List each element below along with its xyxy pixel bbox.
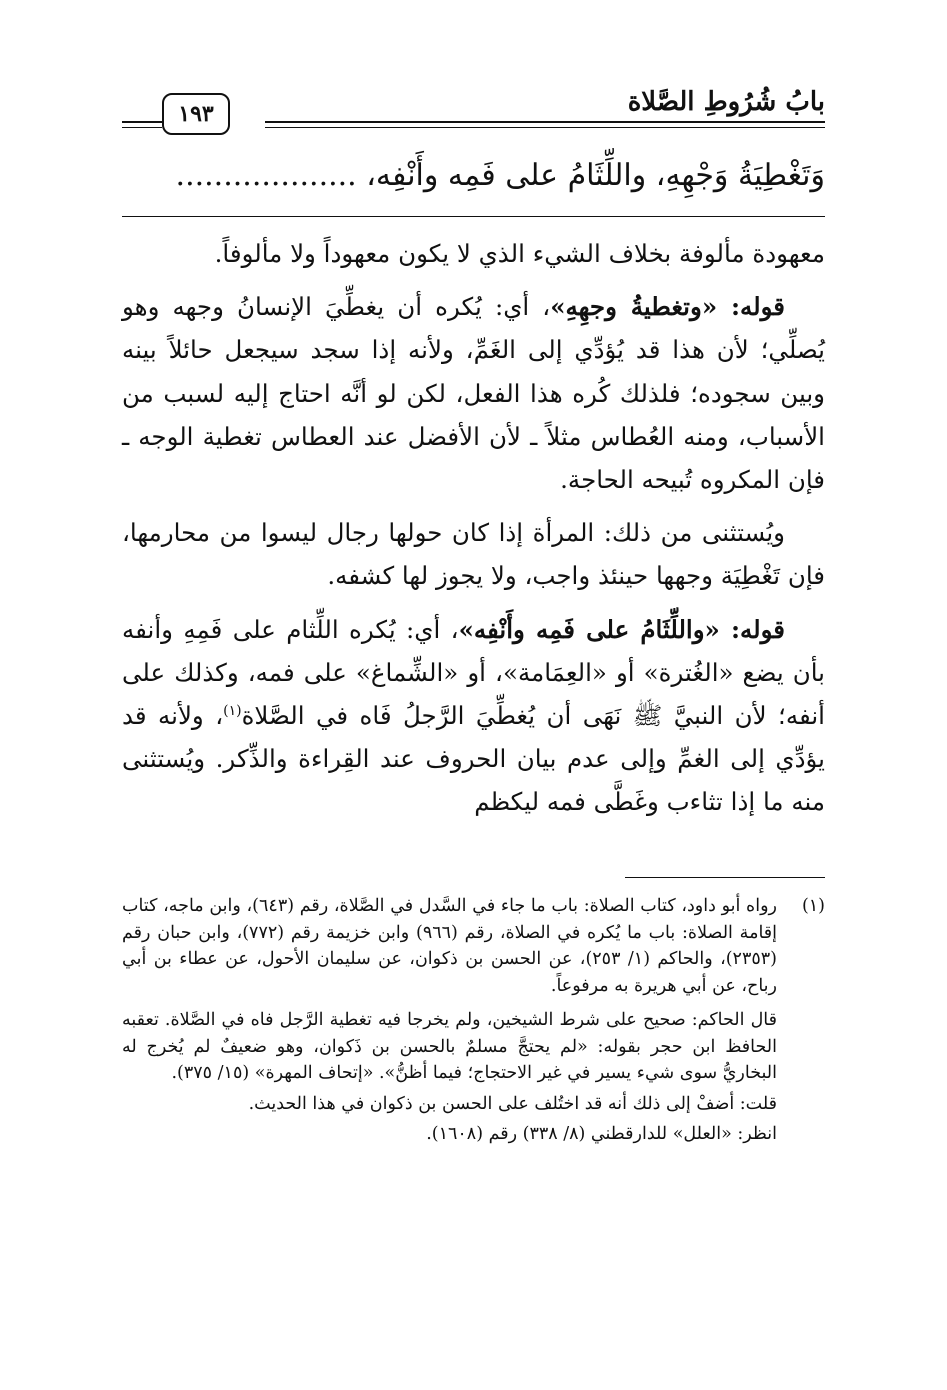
footnote-text: رواه أبو داود، كتاب الصلاة: باب ما جاء في السَّدل في الصَّلاة، رقم (٦٤٣)، وابن ماجه، كتاب إقامة الصلاة: باب ما يُكره في الصلاة، رقم (٩٦٦) وابن خزيمة رقم (٧٧٢)، وابن حبان رقم (٢٣٥٣)، والحاكم (١/ ٢٥٣)، عن الحسن بن ذكوان، عن سليمان الأحول، عن عطاء بن أبي رباح، عن أبي هريرة به مرفوعاً.	[122, 896, 777, 996]
paragraph-text: معهودة مألوفة بخلاف الشيء الذي لا يكون معهوداً ولا مألوفاً.	[214, 239, 825, 268]
page-number: ١٩٣	[162, 93, 230, 135]
footnote	[122, 893, 825, 1003]
header-rule	[122, 121, 162, 123]
paragraph	[122, 232, 825, 275]
footnote-number: (١)	[801, 896, 825, 916]
page-header	[122, 85, 825, 133]
commentary-body	[122, 232, 825, 834]
quoted-keyword: قوله: «واللِّثَامُ على فَمِه وأَنْفِه»	[458, 614, 785, 644]
matn-line: وَتَغْطِيَةُ وَجْهِهِ، واللِّثَامُ على فَمِه وأَنْفِه، ...................	[175, 158, 825, 193]
footnotes	[122, 893, 825, 1152]
matn-divider	[122, 216, 825, 217]
paragraph-text: ، أي: يُكره اللِّثام على فَمِهِ وأنفه بأن يضع «الغُترة» أو «العِمَامة»، أو «الشِّماغ» على فمه، وكذلك على أنفه؛ لأن النبيَّ ﷺ نَهَى أن يُغطِّيَ الرَّجلُ فَاه في الصَّلاة	[122, 614, 825, 731]
footnote-text: قال الحاكم: صحيح على شرط الشيخين، ولم يخرجا فيه تغطية الرَّجل فاه في الصَّلاة. تعقبه الحافظ ابن حجر بقوله: «لم يحتجَّ مسلمٌ بالحسن بن ذَكوان، وهو ضعيفٌ لم يُخرج له البخاريُّ سوى شيء يسير في غير الاحتجاج؛ فيما أظنُّ». «إتحاف المهرة» (١٥/ ٣٧٥).	[122, 1010, 777, 1083]
footnote-text: قلت: أضفْ إلى ذلك أنه قد اختُلف على الحسن بن ذكوان في هذا الحديث.	[248, 1093, 777, 1114]
paragraph	[122, 285, 825, 501]
quoted-keyword: قوله: «وتغطيةُ وجهِهِ»	[550, 292, 785, 322]
header-rule	[122, 127, 162, 128]
paragraph	[122, 511, 825, 597]
footnote-body	[122, 893, 777, 1003]
paragraph-text: ، ولأنه قد يؤدِّي إلى الغمِّ وإلى عدم بيان الحروف عند القِراءة والذِّكر. ويُستثنى منه ما إذا تثاءب وغَطَّى فمه ليكظم	[122, 701, 825, 817]
paragraph-text: ويُستثنى من ذلك: المرأة إذا كان حولها رجال ليسوا من محارمها، فإن تَغْطِيَة وجهها حينئذ واجب، ولا يجوز لها كشفه.	[122, 518, 825, 591]
footnote-marker: (١)	[223, 702, 242, 719]
paragraph	[122, 608, 825, 824]
running-title: بابُ شُرُوطِ الصَّلاة	[627, 87, 825, 117]
footnote-text: انظر: «العلل» للدارقطني (٨/ ٣٣٨) رقم (١٦٠٨).	[426, 1124, 777, 1144]
paragraph-text: ، أي: يُكره أن يغطِّيَ الإنسانُ وجهه وهو يُصلِّي؛ لأن هذا قد يُؤدِّي إلى الغَمِّ، ولأنه إذا سجد سيجعل حائلاً بينه وبين سجوده؛ فلذلك كُره هذا الفعل، لكن لو أنَّه احتاج إليه لسبب من الأسباب، ومنه العُطاس مثلاً ـ لأن الأفضل عند العطاس تغطية الوجه ـ فإن المكروه تُبيحه الحاجة.	[122, 292, 825, 495]
header-rule	[265, 121, 825, 123]
footnote-divider	[625, 877, 825, 878]
header-rule	[265, 127, 825, 128]
